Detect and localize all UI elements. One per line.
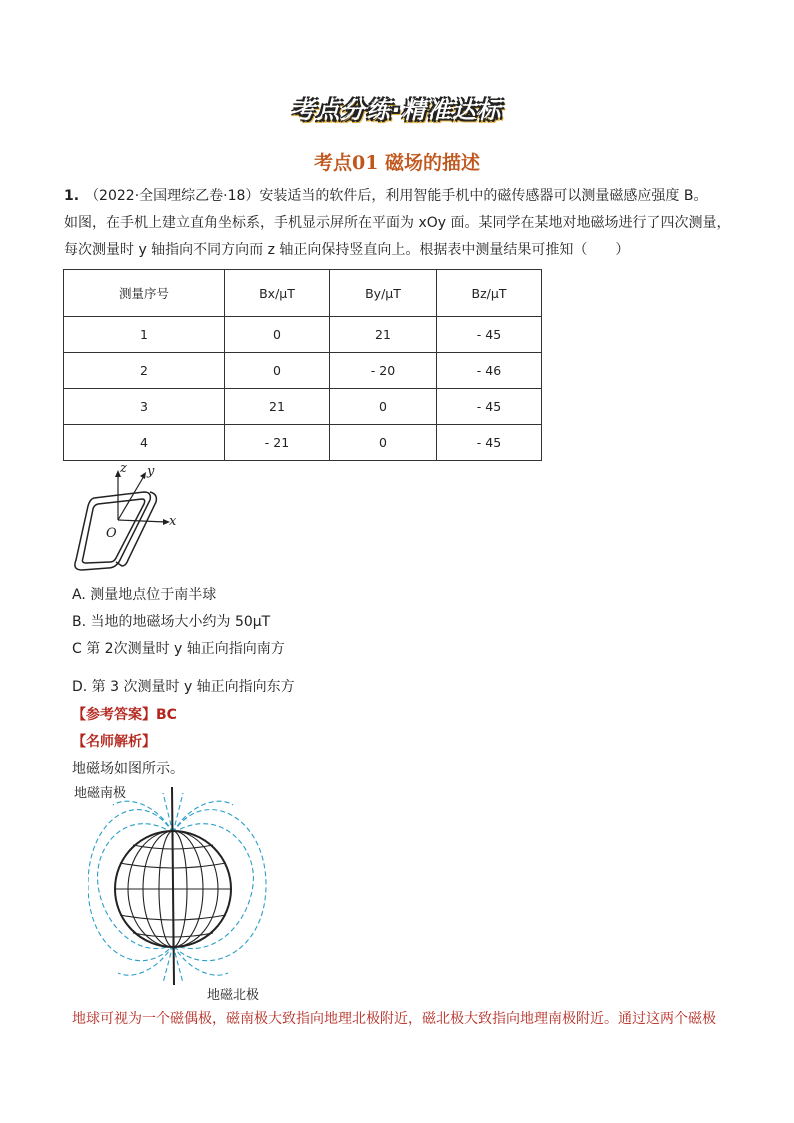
table-row xyxy=(64,353,542,389)
x-axis-label: x xyxy=(169,514,177,529)
table-cell: 0 xyxy=(225,353,330,389)
table-cell: - 45 xyxy=(437,389,542,425)
question-number: 1. xyxy=(64,188,80,204)
table-cell: 0 xyxy=(330,389,437,425)
table-cell: - 46 xyxy=(437,353,542,389)
table-cell: - 45 xyxy=(437,317,542,353)
phone-axes-figure xyxy=(66,462,186,574)
table-header: 测量序号 xyxy=(64,270,225,317)
table-cell: 21 xyxy=(225,389,330,425)
table-cell: - 45 xyxy=(437,425,542,461)
section-title: 考点01 磁场的描述 xyxy=(313,152,481,174)
measurement-table xyxy=(63,269,542,461)
question-line-2: 如图，在手机上建立直角坐标系，手机显示屏所在平面为 xOy 面。某同学在某地对地磁场进行了四次测量， xyxy=(64,215,731,231)
table-header-row xyxy=(64,270,542,317)
option-b: B. 当地的地磁场大小约为 50μT xyxy=(72,614,271,630)
y-axis-label: y xyxy=(147,464,155,479)
geomagnetic-north-pole-label: 地磁北极 xyxy=(207,988,260,1003)
table-row xyxy=(64,317,542,353)
option-a: A. 测量地点位于南半球 xyxy=(72,587,217,603)
table-cell: 3 xyxy=(64,389,225,425)
table-header: Bz/μT xyxy=(437,270,542,317)
option-c: C 第 2次测量时 y 轴正向指向南方 xyxy=(72,641,285,657)
geomagnetic-south-pole-label: 地磁南极 xyxy=(74,786,127,801)
table-cell: 0 xyxy=(330,425,437,461)
option-d: D. 第 3 次测量时 y 轴正向指向东方 xyxy=(72,679,295,695)
table-header: By/μT xyxy=(330,270,437,317)
banner-title: 考点分练·精准达标 xyxy=(291,98,503,124)
table-cell: 0 xyxy=(225,317,330,353)
question-text-1: （2022·全国理综乙卷·18）安装适当的软件后，利用智能手机中的磁传感器可以测量磁感应强度 B。 xyxy=(85,188,708,204)
reference-answer: 【参考答案】BC xyxy=(72,707,177,723)
table-cell: - 21 xyxy=(225,425,330,461)
analysis-heading: 【名师解析】 xyxy=(72,734,156,750)
table-cell: 21 xyxy=(330,317,437,353)
table-cell: 2 xyxy=(64,353,225,389)
table-cell: 1 xyxy=(64,317,225,353)
question-line-3: 每次测量时 y 轴指向不同方向而 z 轴正向保持竖直向上。根据表中测量结果可推知（ ） xyxy=(64,242,630,258)
explanation-text: 地球可视为一个磁偶极，磁南极大致指向地理北极附近，磁北极大致指向地理南极附近。通过这两个磁极 xyxy=(72,1011,716,1027)
earth-magnetic-field-figure xyxy=(88,785,268,985)
origin-label: O xyxy=(106,526,117,541)
question-line-1 xyxy=(64,186,744,206)
table-cell: 4 xyxy=(64,425,225,461)
table-row xyxy=(64,425,542,461)
z-axis-label: z xyxy=(120,461,127,476)
table-cell: - 20 xyxy=(330,353,437,389)
analysis-intro: 地磁场如图所示。 xyxy=(72,761,184,777)
table-header: Bx/μT xyxy=(225,270,330,317)
table-row xyxy=(64,389,542,425)
